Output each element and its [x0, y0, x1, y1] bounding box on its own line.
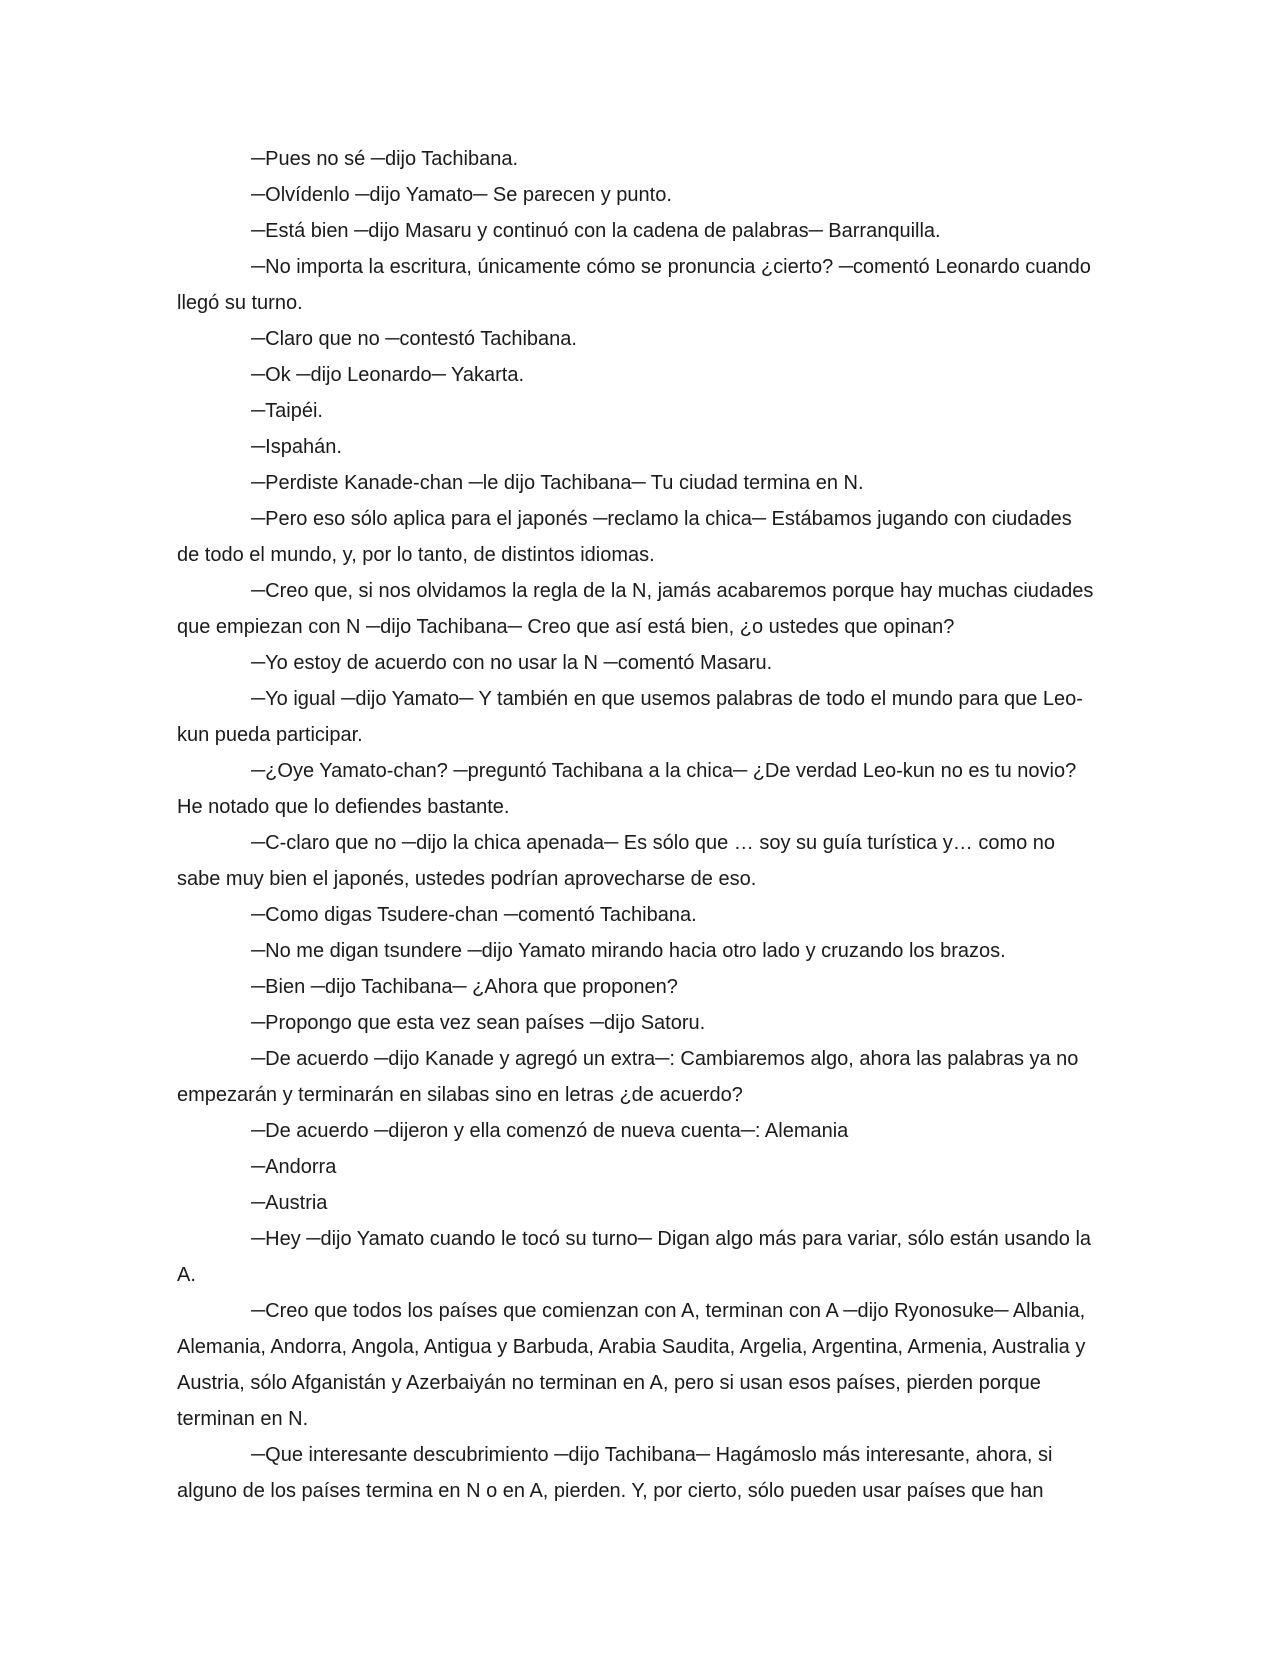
paragraph: ─Que interesante descubrimiento ─dijo Tachibana─ Hagámoslo más interesante, ahora, si alguno de los países termina en N o en A, pierden. Y, por cierto, sólo pueden usar países que han	[177, 1444, 1053, 1502]
paragraph: ─Creo que, si nos olvidamos la regla de la N, jamás acabaremos porque hay muchas ciudades que empiezan con N ─dijo Tachibana─ Creo que así está bien, ¿o ustedes que opinan?	[177, 580, 1094, 638]
paragraph: ─Austria	[251, 1192, 328, 1214]
paragraph: ─Propongo que esta vez sean países ─dijo Satoru.	[251, 1012, 706, 1034]
paragraph: ─Como digas Tsudere-chan ─comentó Tachibana.	[251, 904, 697, 926]
paragraph: ─Yo igual ─dijo Yamato─ Y también en que usemos palabras de todo el mundo para que Leo-kun pueda participar.	[177, 688, 1083, 746]
paragraph: ─Está bien ─dijo Masaru y continuó con la cadena de palabras─ Barranquilla.	[251, 220, 941, 242]
paragraph: ─Bien ─dijo Tachibana─ ¿Ahora que proponen?	[251, 976, 678, 998]
paragraph: ─Ok ─dijo Leonardo─ Yakarta.	[251, 364, 525, 386]
paragraph: ─De acuerdo ─dijeron y ella comenzó de nueva cuenta─: Alemania	[251, 1120, 849, 1142]
paragraph: ─Yo estoy de acuerdo con no usar la N ─comentó Masaru.	[251, 652, 773, 674]
paragraph: ─Pues no sé ─dijo Tachibana.	[251, 148, 519, 170]
paragraph: ─Taipéi.	[251, 400, 323, 422]
paragraph: ─C-claro que no ─dijo la chica apenada─ Es sólo que … soy su guía turística y… como no sabe muy bien el japonés, ustedes podrían aprovecharse de eso.	[177, 832, 1056, 890]
paragraph: ─Hey ─dijo Yamato cuando le tocó su turno─ Digan algo más para variar, sólo están usando la A.	[177, 1228, 1092, 1286]
page-text-body	[177, 141, 1097, 1509]
paragraph: ─Olvídenlo ─dijo Yamato─ Se parecen y punto.	[251, 184, 672, 206]
paragraph: ─Perdiste Kanade-chan ─le dijo Tachibana─ Tu ciudad termina en N.	[251, 472, 864, 494]
paragraph: ─Pero eso sólo aplica para el japonés ─reclamo la chica─ Estábamos jugando con ciudades de todo el mundo, y, por lo tanto, de distintos idiomas.	[177, 508, 1072, 566]
paragraph: ─De acuerdo ─dijo Kanade y agregó un extra─: Cambiaremos algo, ahora las palabras ya no empezarán y terminarán en silabas sino en letras ¿de acuerdo?	[177, 1048, 1079, 1106]
paragraph: ─¿Oye Yamato-chan? ─preguntó Tachibana a la chica─ ¿De verdad Leo-kun no es tu novio? He notado que lo defiendes bastante.	[177, 760, 1077, 818]
paragraph: ─Andorra	[251, 1156, 337, 1178]
paragraph: ─Ispahán.	[251, 436, 342, 458]
paragraph: ─No me digan tsundere ─dijo Yamato mirando hacia otro lado y cruzando los brazos.	[251, 940, 1006, 962]
paragraph: ─Claro que no ─contestó Tachibana.	[251, 328, 577, 350]
paragraph: ─No importa la escritura, únicamente cómo se pronuncia ¿cierto? ─comentó Leonardo cuando llegó su turno.	[177, 256, 1091, 314]
paragraph: ─Creo que todos los países que comienzan con A, terminan con A ─dijo Ryonosuke─ Albania, Alemania, Andorra, Angola, Antigua y Barbuda, Arabia Saudita, Argelia, Argentina, Armenia, Australia y Austria, sólo Afganistán y Azerbaiyán no terminan en A, pero si usan esos países, pierden porque terminan en N.	[177, 1300, 1086, 1430]
